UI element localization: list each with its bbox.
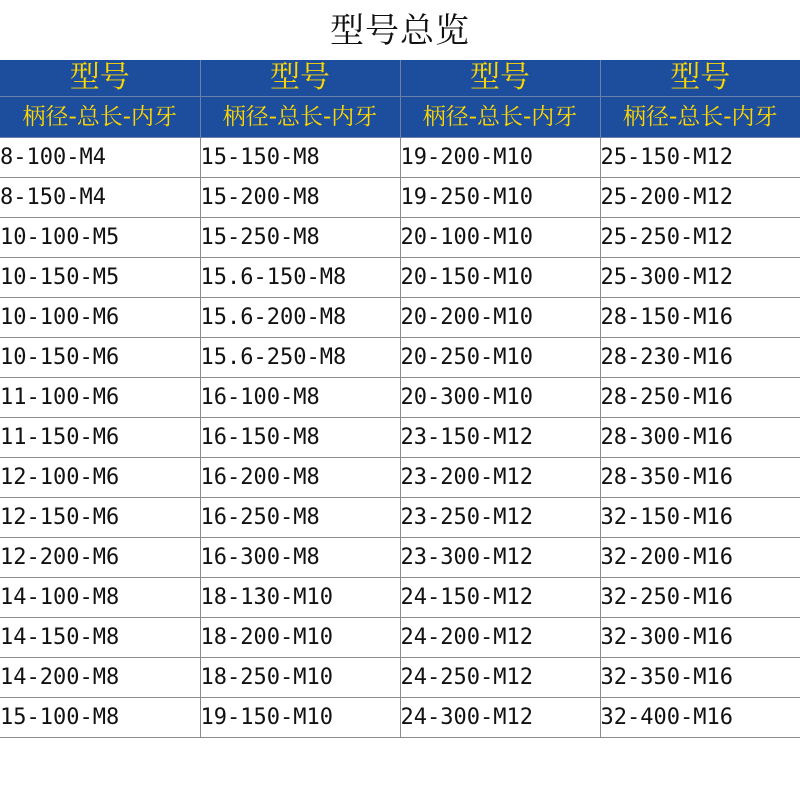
model-cell: 32-150-M16 [600, 498, 800, 538]
model-cell: 32-200-M16 [600, 538, 800, 578]
model-cell: 18-130-M10 [200, 578, 400, 618]
model-cell: 32-250-M16 [600, 578, 800, 618]
model-cell: 20-200-M10 [400, 298, 600, 338]
table-row [0, 218, 800, 258]
table-row [0, 138, 800, 178]
model-cell: 15.6-250-M8 [200, 338, 400, 378]
table-row [0, 258, 800, 298]
model-cell: 16-250-M8 [200, 498, 400, 538]
model-cell: 8-150-M4 [0, 178, 200, 218]
model-cell: 16-100-M8 [200, 378, 400, 418]
model-cell: 32-400-M16 [600, 698, 800, 738]
header-spec-cell: 柄径-总长-内牙 [600, 97, 800, 138]
model-cell: 15-150-M8 [200, 138, 400, 178]
model-cell: 32-300-M16 [600, 618, 800, 658]
model-cell: 18-250-M10 [200, 658, 400, 698]
table-row [0, 698, 800, 738]
model-cell: 14-200-M8 [0, 658, 200, 698]
header-row-model [0, 60, 800, 97]
model-cell: 10-100-M6 [0, 298, 200, 338]
model-cell: 8-100-M4 [0, 138, 200, 178]
model-cell: 28-350-M16 [600, 458, 800, 498]
model-cell: 19-150-M10 [200, 698, 400, 738]
model-cell: 28-300-M16 [600, 418, 800, 458]
header-model-cell: 型号 [400, 60, 600, 97]
table-row [0, 378, 800, 418]
table-row [0, 618, 800, 658]
model-cell: 20-100-M10 [400, 218, 600, 258]
model-cell: 11-100-M6 [0, 378, 200, 418]
table-row [0, 418, 800, 458]
model-cell: 20-150-M10 [400, 258, 600, 298]
model-cell: 23-300-M12 [400, 538, 600, 578]
table-row [0, 458, 800, 498]
header-model-cell: 型号 [0, 60, 200, 97]
model-cell: 11-150-M6 [0, 418, 200, 458]
model-cell: 12-100-M6 [0, 458, 200, 498]
header-spec-cell: 柄径-总长-内牙 [400, 97, 600, 138]
table-row [0, 338, 800, 378]
model-cell: 25-200-M12 [600, 178, 800, 218]
model-cell: 15.6-150-M8 [200, 258, 400, 298]
table-row [0, 538, 800, 578]
model-cell: 23-150-M12 [400, 418, 600, 458]
model-cell: 14-100-M8 [0, 578, 200, 618]
header-model-cell: 型号 [600, 60, 800, 97]
model-cell: 28-150-M16 [600, 298, 800, 338]
table-row [0, 658, 800, 698]
model-cell: 16-300-M8 [200, 538, 400, 578]
model-cell: 25-300-M12 [600, 258, 800, 298]
header-spec-cell: 柄径-总长-内牙 [200, 97, 400, 138]
table-row [0, 298, 800, 338]
model-cell: 15-200-M8 [200, 178, 400, 218]
model-cell: 25-150-M12 [600, 138, 800, 178]
model-cell: 24-150-M12 [400, 578, 600, 618]
model-cell: 16-150-M8 [200, 418, 400, 458]
table-row [0, 578, 800, 618]
model-cell: 24-300-M12 [400, 698, 600, 738]
page-title: 型号总览 [330, 11, 470, 51]
model-cell: 24-250-M12 [400, 658, 600, 698]
model-cell: 20-300-M10 [400, 378, 600, 418]
header-model-cell: 型号 [200, 60, 400, 97]
model-cell: 32-350-M16 [600, 658, 800, 698]
model-cell: 16-200-M8 [200, 458, 400, 498]
model-cell: 23-200-M12 [400, 458, 600, 498]
table-row [0, 178, 800, 218]
model-cell: 15-100-M8 [0, 698, 200, 738]
model-cell: 19-250-M10 [400, 178, 600, 218]
model-cell: 10-150-M6 [0, 338, 200, 378]
model-cell: 19-200-M10 [400, 138, 600, 178]
model-cell: 24-200-M12 [400, 618, 600, 658]
model-cell: 23-250-M12 [400, 498, 600, 538]
model-cell: 28-230-M16 [600, 338, 800, 378]
model-cell: 10-100-M5 [0, 218, 200, 258]
model-cell: 10-150-M5 [0, 258, 200, 298]
model-cell: 12-150-M6 [0, 498, 200, 538]
model-cell: 12-200-M6 [0, 538, 200, 578]
model-overview-table [0, 60, 800, 738]
table-row [0, 498, 800, 538]
model-cell: 15-250-M8 [200, 218, 400, 258]
model-cell: 28-250-M16 [600, 378, 800, 418]
header-row-spec [0, 97, 800, 138]
header-spec-cell: 柄径-总长-内牙 [0, 97, 200, 138]
model-cell: 20-250-M10 [400, 338, 600, 378]
model-cell: 25-250-M12 [600, 218, 800, 258]
model-cell: 14-150-M8 [0, 618, 200, 658]
model-cell: 18-200-M10 [200, 618, 400, 658]
table-body [0, 138, 800, 738]
model-cell: 15.6-200-M8 [200, 298, 400, 338]
